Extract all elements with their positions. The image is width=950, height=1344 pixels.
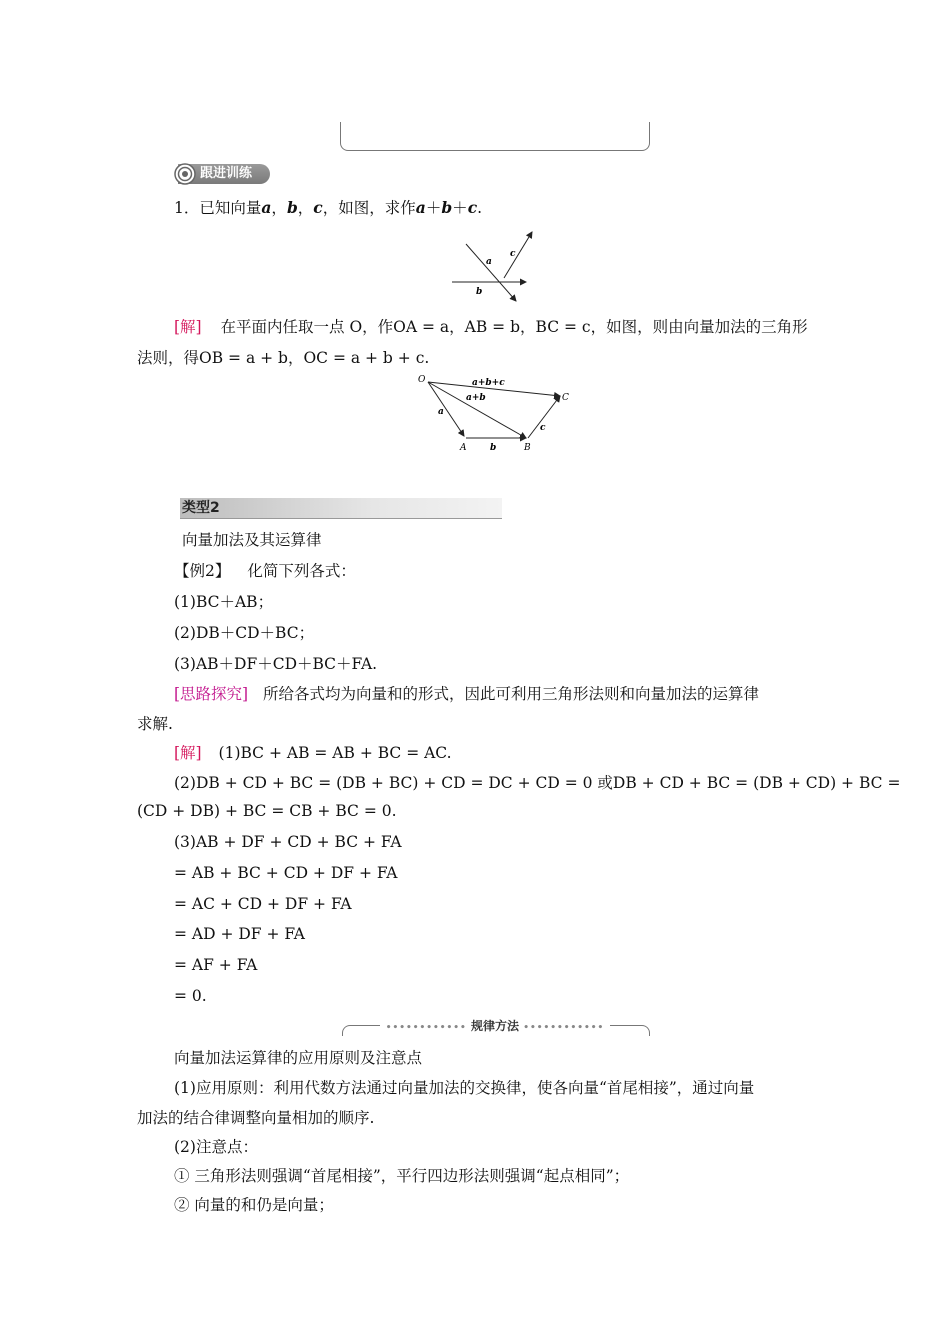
rule-p2: (2)注意点： xyxy=(174,1138,258,1156)
q1-sum-b: b xyxy=(441,198,453,217)
rule-p1a: (1)应用原则：利用代数方法通过向量加法的交换律，使各向量“首尾相接”，通过向量 xyxy=(174,1079,755,1097)
type-2-title: 向量加法及其运算律 xyxy=(182,531,322,549)
q1-end: . xyxy=(477,199,483,217)
solution1-line2: 法则，得OB = a + b，OC = a + b + c. xyxy=(137,349,430,367)
label-c: c xyxy=(510,249,516,259)
example-tag: 【例2】 xyxy=(174,562,231,580)
point-B: B xyxy=(524,443,531,453)
solution2-step3-line: = AD + DF + FA xyxy=(174,925,306,943)
follow-training-text: 跟进训练 xyxy=(200,166,253,181)
rule-title-text: 规律方法 xyxy=(470,1019,519,1033)
q1-sum-c: c xyxy=(467,198,478,217)
idea-line2: 求解. xyxy=(137,715,173,733)
point-O: O xyxy=(418,375,426,385)
idea-line1 xyxy=(174,682,759,704)
idea-tag: [思路探究] xyxy=(174,685,249,703)
type-2-label: 类型2 xyxy=(182,500,220,516)
follow-training-label xyxy=(178,164,270,184)
figure-triangle-rule xyxy=(414,372,580,456)
q1-prompt-mid: ，如图，求作 xyxy=(322,199,416,217)
example2-item-2: (2)DB＋CD＋BC； xyxy=(174,624,315,642)
question-1 xyxy=(174,196,482,218)
q1-sep: ， xyxy=(271,199,287,217)
label-a: a xyxy=(486,257,492,267)
vector-OA xyxy=(428,382,464,436)
point-C: C xyxy=(562,393,569,403)
target-icon xyxy=(174,163,196,185)
example2-item-3: (3)AB＋DF＋CD＋BC＋FA. xyxy=(174,655,378,673)
example2-header xyxy=(174,559,356,581)
q1-sum-a: a xyxy=(415,198,426,217)
top-box-frame xyxy=(340,122,650,151)
solution2-step3-line: = AF + FA xyxy=(174,956,258,974)
rule-note-2: ② 向量的和仍是向量； xyxy=(174,1196,334,1214)
label-b: b xyxy=(476,287,483,297)
point-A: A xyxy=(460,443,467,453)
example-prompt: 化简下列各式： xyxy=(247,562,356,580)
solution-tag: [解] xyxy=(174,318,202,336)
solution2-step2a: (2)DB + CD + BC = (DB + BC) + CD = DC + CD = 0 或DB + CD + BC = (DB + CD) + BC = xyxy=(174,774,901,792)
solution2-step2b: (CD + DB) + BC = CB + BC = 0. xyxy=(137,802,397,820)
vector-c-arrow xyxy=(504,232,532,278)
solution2-step1: (1)BC + AB = AB + BC = AC. xyxy=(218,744,452,762)
vector-a-arrow xyxy=(466,244,516,301)
solution-tag: [解] xyxy=(174,744,202,762)
q1-plus: ＋ xyxy=(452,199,468,217)
q1-prompt: 1．已知向量 xyxy=(174,199,262,217)
q1-sep: ， xyxy=(297,199,314,217)
q1-vector-c: c xyxy=(313,198,323,217)
q1-plus: ＋ xyxy=(425,199,442,217)
idea-text: 所给各式均为向量和的形式，因此可利用三角形法则和向量加法的运算律 xyxy=(263,685,760,703)
solution2-step3-line: = AB + BC + CD + DF + FA xyxy=(174,864,398,882)
q1-vector-b: b xyxy=(286,198,298,217)
label-a-plus-b-plus-c: a+b+c xyxy=(472,378,505,388)
rule-method-title: •••••••••••• 规律方法 •••••••••••• xyxy=(340,1017,650,1034)
solution2-step3-line: = AC + CD + DF + FA xyxy=(174,895,352,913)
rule-note-1: ① 三角形法则强调“首尾相接”，平行四边形法则强调“起点相同”； xyxy=(174,1167,630,1185)
example2-item-1: (1)BC＋AB； xyxy=(174,593,274,611)
solution2-line1 xyxy=(174,741,452,763)
q1-vector-a: a xyxy=(261,198,272,217)
label-a: a xyxy=(438,407,444,417)
figure-vectors-abc xyxy=(440,226,550,306)
type-2-bar xyxy=(180,498,502,519)
rule-p1b: 加法的结合律调整向量相加的顺序. xyxy=(137,1109,375,1127)
label-b: b xyxy=(490,443,497,453)
solution1-line1 xyxy=(174,315,808,337)
rule-heading: 向量加法运算律的应用原则及注意点 xyxy=(174,1049,423,1067)
solution1-text1: 在平面内任取一点 O，作OA = a，AB = b，BC = c，如图，则由向量加法的三角形 xyxy=(220,318,808,336)
solution2-step3-line: (3)AB + DF + CD + BC + FA xyxy=(174,833,402,851)
solution2-step3-line: = 0. xyxy=(174,987,207,1005)
label-a-plus-b: a+b xyxy=(466,393,486,403)
label-c: c xyxy=(540,423,546,433)
